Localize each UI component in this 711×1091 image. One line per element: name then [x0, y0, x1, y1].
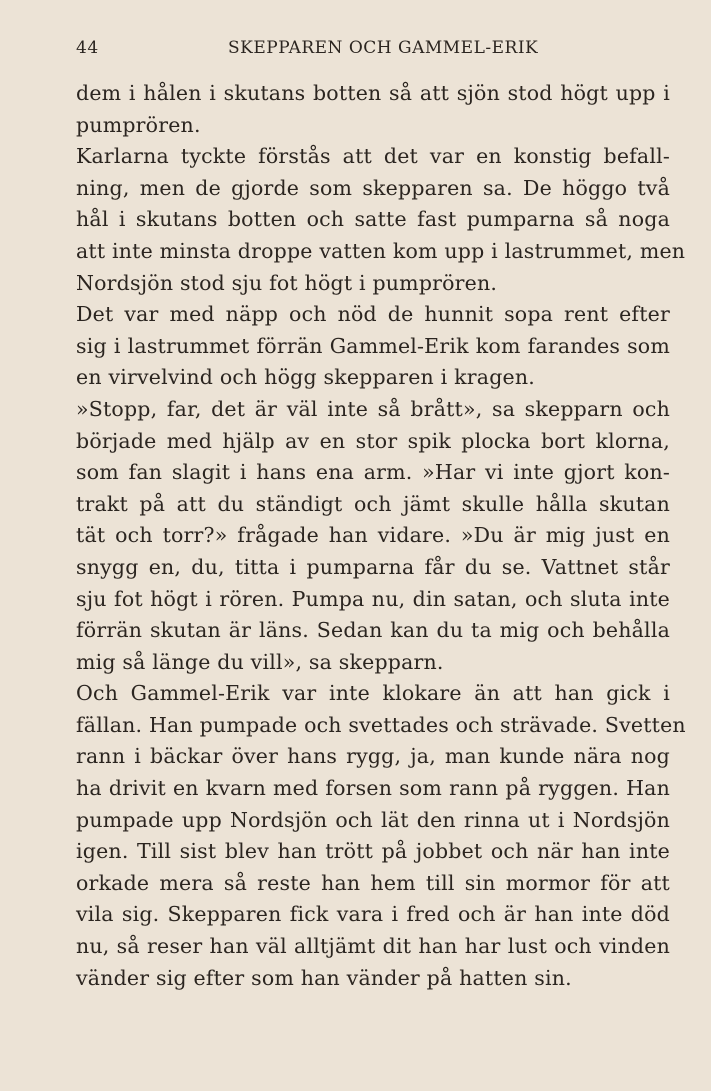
text-line: Karlarna tyckte förstås att det var en konstig befall- [76, 144, 670, 169]
text-line: förrän skutan är läns. Sedan kan du ta mig och behålla [76, 618, 670, 643]
text-line: Nordsjön stod sju fot högt i pumprören. [76, 270, 498, 295]
text-line: tät och torr?» frågade han vidare. »Du är mig just en [76, 523, 670, 548]
text-line: orkade mera så reste han hem till sin mormor för att [76, 870, 670, 895]
running-head [76, 38, 670, 60]
text-line: Det var med näpp och nöd de hunnit sopa rent efter [76, 302, 670, 327]
text-line: pumprören. [76, 112, 201, 137]
body-text [76, 78, 686, 994]
text-line: »Stopp, far, det är väl inte så brått», sa skepparn och [76, 396, 670, 421]
text-line: snygg en, du, titta i pumparna får du se. Vattnet står [76, 554, 670, 579]
text-line: vila sig. Skepparen fick vara i fred och är han inte död [76, 902, 670, 927]
text-line: som fan slagit i hans ena arm. »Har vi inte gjort kon- [76, 460, 670, 485]
text-line: rann i bäckar över hans rygg, ja, man kunde nära nog [76, 744, 670, 769]
text-line: dem i hålen i skutans botten så att sjön stod högt upp i [76, 81, 670, 105]
text-line: Och Gammel-Erik var inte klokare än att han gick i [76, 681, 670, 706]
text-line: sig i lastrummet förrän Gammel-Erik kom farandes som [76, 333, 670, 358]
text-line: att inte minsta droppe vatten kom upp i lastrummet, men [76, 238, 686, 263]
page-number: 44 [76, 38, 99, 58]
text-line: vänder sig efter som han vänder på hatten sin. [76, 965, 572, 990]
text-line: hål i skutans botten och satte fast pumparna så noga [76, 207, 670, 232]
text-line: började med hjälp av en stor spik plocka bort klorna, [76, 428, 670, 453]
text-line: fällan. Han pumpade och svettades och strävade. Svetten [76, 712, 686, 737]
text-line: ha drivit en kvarn med forsen som rann på ryggen. Han [76, 776, 670, 801]
running-title: SKEPPAREN OCH GAMMEL-ERIK [228, 38, 539, 58]
text-line: ning, men de gjorde som skepparen sa. De höggo två [76, 175, 670, 200]
text-line: mig så länge du vill», sa skepparn. [76, 649, 444, 674]
text-line: trakt på att du ständigt och jämt skulle hålla skutan [76, 491, 670, 516]
text-line: sju fot högt i rören. Pumpa nu, din satan, och sluta inte [76, 586, 670, 611]
text-line: en virvelvind och högg skepparen i kragen. [76, 365, 535, 390]
text-line: igen. Till sist blev han trött på jobbet och när han inte [76, 839, 670, 864]
text-line: pumpade upp Nordsjön och lät den rinna ut i Nordsjön [76, 807, 670, 832]
text-line: nu, så reser han väl alltjämt dit han har lust och vinden [76, 934, 670, 959]
